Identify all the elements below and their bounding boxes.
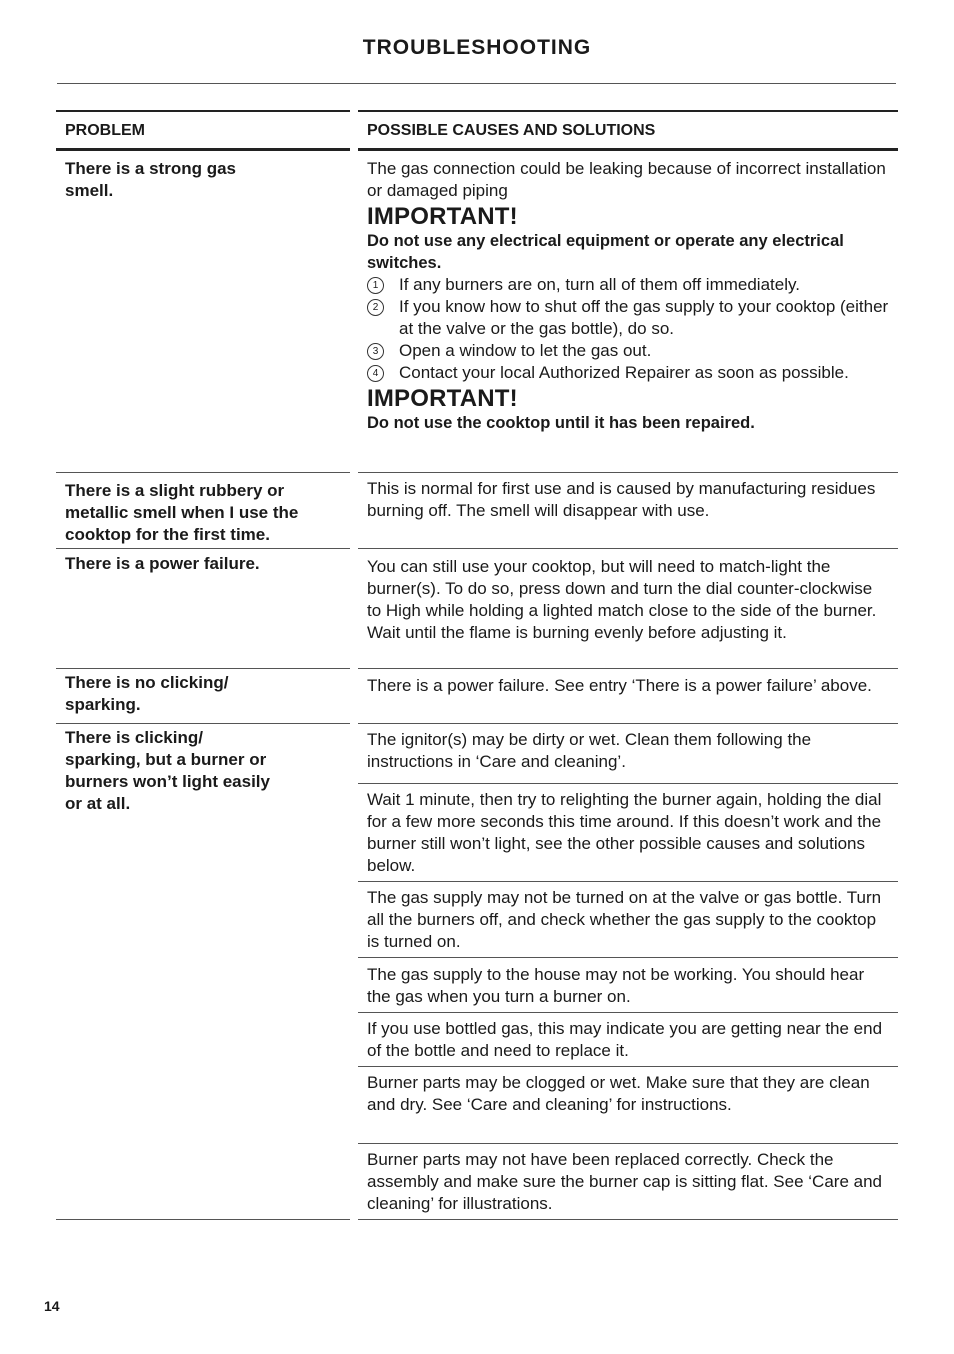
- problem-rubbery-smell: [56, 473, 350, 549]
- important-heading: IMPORTANT!: [367, 385, 518, 412]
- step-number-icon: 4: [367, 365, 384, 382]
- step-text: If you know how to shut off the gas supply to your cooktop (either at the valve or the gas bottle), do so.: [399, 297, 889, 338]
- step-number-icon: 3: [367, 343, 384, 360]
- solution-item: [358, 1013, 898, 1067]
- solution-text: There is a power failure. See entry ‘There is a power failure’ above.: [367, 676, 872, 695]
- step-number-icon: 1: [367, 277, 384, 294]
- solution-item: [358, 1067, 898, 1144]
- solution-gas-smell: [358, 151, 898, 473]
- step-item: [367, 274, 889, 296]
- solution-item: [358, 958, 898, 1013]
- step-text: If any burners are on, turn all of them off immediately.: [399, 275, 800, 294]
- step-number-icon: 2: [367, 299, 384, 316]
- header-solutions-cell: [358, 110, 898, 151]
- solution-item: [358, 784, 898, 882]
- title-divider: [57, 83, 896, 84]
- solution-text: This is normal for first use and is caused by manufacturing residues burning off. The smell will disappear with use.: [367, 479, 876, 520]
- header-problem: PROBLEM: [65, 122, 145, 139]
- important-heading: IMPORTANT!: [367, 203, 518, 230]
- warning-text: Do not use any electrical equipment or operate any electrical switches.: [367, 232, 844, 272]
- step-text: Open a window to let the gas out.: [399, 341, 652, 360]
- solution-text: The gas supply to the house may not be working. You should hear the gas when you turn a burner on.: [367, 965, 865, 1006]
- problem-text: There is clicking/ sparking, but a burner or burners won’t light easily or at all.: [65, 728, 270, 813]
- problem-clicking-no-light: [56, 724, 350, 1220]
- problem-text: There is a slight rubbery or metallic smell when I use the cooktop for the first time.: [65, 481, 299, 544]
- solution-text: You can still use your cooktop, but will need to match-light the burner(s). To do so, press down and turn the dial counter-clockwise to High while holding a lighted match close to the side of the burner. Wait until the flame is burning evenly before adjusting it.: [367, 557, 877, 642]
- header-problem-cell: [56, 110, 350, 151]
- solution-text: Burner parts may be clogged or wet. Make sure that they are clean and dry. See ‘Care and cleaning’ for instructions.: [367, 1073, 870, 1114]
- solution-item: [358, 1144, 898, 1220]
- solution-item: [358, 882, 898, 958]
- step-text: Contact your local Authorized Repairer as soon as possible.: [399, 363, 849, 382]
- problem-text: There is no clicking/ sparking.: [65, 673, 229, 714]
- solution-power-failure: [358, 549, 898, 669]
- problem-power-failure: [56, 549, 350, 669]
- page-number: 14: [44, 1298, 60, 1314]
- solution-text: Burner parts may not have been replaced correctly. Check the assembly and make sure the burner cap is sitting flat. See ‘Care and cleaning’ for illustrations.: [367, 1150, 882, 1213]
- problem-no-clicking: [56, 669, 350, 724]
- solution-intro: The gas connection could be leaking because of incorrect installation or damaged piping: [367, 159, 886, 200]
- page-title: TROUBLESHOOTING: [362, 36, 592, 59]
- header-solutions: POSSIBLE CAUSES AND SOLUTIONS: [367, 122, 656, 139]
- step-item: [367, 362, 889, 384]
- solution-text: The ignitor(s) may be dirty or wet. Clean them following the instructions in ‘Care and cleaning’.: [367, 730, 812, 771]
- warning-text: Do not use the cooktop until it has been repaired.: [367, 414, 755, 432]
- solution-no-clicking: [358, 669, 898, 724]
- solution-item: [358, 724, 898, 784]
- solution-text: If you use bottled gas, this may indicate you are getting near the end of the bottle and need to replace it.: [367, 1019, 883, 1060]
- solution-text: The gas supply may not be turned on at the valve or gas bottle. Turn all the burners off, and check whether the gas supply to the cooktop is turned on.: [367, 888, 882, 951]
- problem-text: There is a power failure.: [65, 554, 260, 573]
- problem-gas-smell: [56, 151, 350, 473]
- step-item: [367, 340, 889, 362]
- step-item: [367, 296, 889, 340]
- problem-text: There is a strong gas smell.: [65, 159, 236, 200]
- solution-text: Wait 1 minute, then try to relighting the burner again, holding the dial for a few more seconds this time around. If this doesn’t work and the burner still won’t light, see the other possible causes and solutions below.: [367, 790, 882, 875]
- solution-rubbery-smell: [358, 473, 898, 549]
